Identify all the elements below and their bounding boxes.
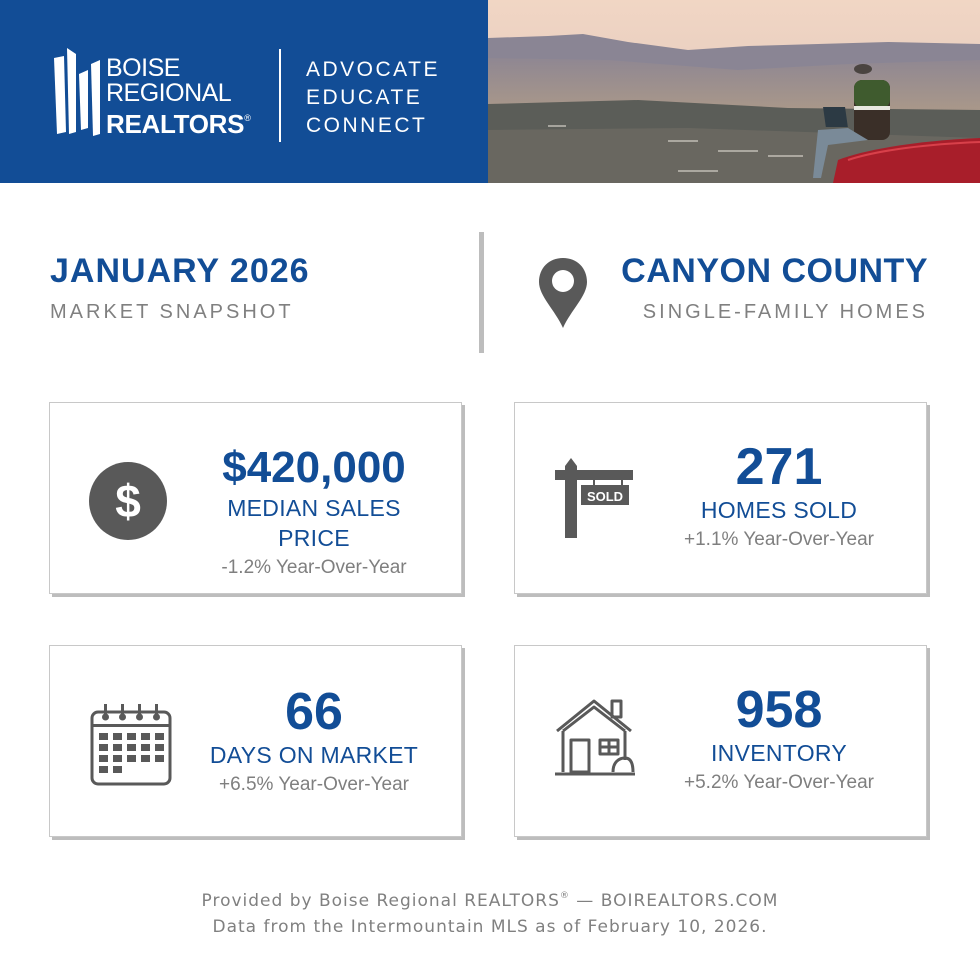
brand-panel	[0, 0, 488, 183]
dollar-circle-icon	[88, 461, 168, 541]
stat-homes-sold	[665, 439, 893, 555]
landscape-photo	[488, 0, 980, 183]
stat-label: DAYS ON MARKET	[209, 742, 419, 768]
map-pin-icon	[537, 256, 589, 330]
sold-sign-icon	[555, 458, 635, 538]
taglines	[306, 56, 440, 140]
stat-card-inventory	[514, 645, 927, 837]
stat-change: -1.2% Year-Over-Year	[221, 557, 407, 578]
svg-text:$: $	[115, 475, 141, 527]
brand-logo-text	[106, 56, 251, 137]
period-subtitle: MARKET SNAPSHOT	[50, 301, 294, 323]
tagline-advocate: ADVOCATE	[306, 58, 440, 81]
footer	[0, 883, 980, 940]
stat-label: HOMES SOLD	[700, 497, 858, 523]
registered-mark: ®	[244, 113, 251, 123]
house-icon	[555, 698, 635, 778]
header-banner	[0, 0, 980, 183]
footer-credit: Provided by Boise Regional REALTORS® — BOIREALTORS.COM	[201, 891, 779, 911]
stat-days-on-market	[200, 684, 428, 800]
stat-median-price	[200, 443, 428, 583]
tagline-educate: EDUCATE	[306, 86, 423, 109]
title-divider	[479, 232, 484, 353]
stat-value: $420,000	[222, 443, 406, 492]
report-area	[621, 252, 928, 324]
stat-value: 66	[285, 683, 343, 741]
stat-value: 271	[735, 438, 823, 496]
logo-line-regional: REGIONAL	[106, 79, 232, 107]
svg-text:SOLD: SOLD	[586, 489, 624, 504]
footer-data-source: Data from the Intermountain MLS as of February 10, 2026.	[212, 917, 768, 937]
building-logo-icon	[54, 46, 104, 138]
header-photo	[488, 0, 980, 183]
period-title: JANUARY 2026	[50, 252, 310, 290]
stat-inventory	[665, 682, 893, 798]
report-period	[50, 252, 310, 324]
logo-line-realtors: REALTORS®	[106, 109, 251, 139]
calendar-icon	[90, 704, 172, 786]
brand-divider	[279, 49, 281, 142]
area-title: CANYON COUNTY	[621, 252, 928, 290]
stat-change: +5.2% Year-Over-Year	[684, 772, 874, 793]
stat-card-homes-sold	[514, 402, 927, 594]
stat-card-median-price	[49, 402, 462, 594]
tagline-connect: CONNECT	[306, 114, 428, 137]
stat-label: INVENTORY	[710, 740, 848, 766]
area-subtitle: SINGLE-FAMILY HOMES	[642, 301, 928, 323]
stat-label: MEDIAN SALES PRICE	[227, 495, 401, 551]
logo-line-boise: BOISE	[106, 54, 180, 82]
stat-card-days-on-market	[49, 645, 462, 837]
stat-change: +1.1% Year-Over-Year	[684, 529, 874, 550]
stat-change: +6.5% Year-Over-Year	[219, 774, 409, 795]
stat-value: 958	[735, 681, 823, 739]
